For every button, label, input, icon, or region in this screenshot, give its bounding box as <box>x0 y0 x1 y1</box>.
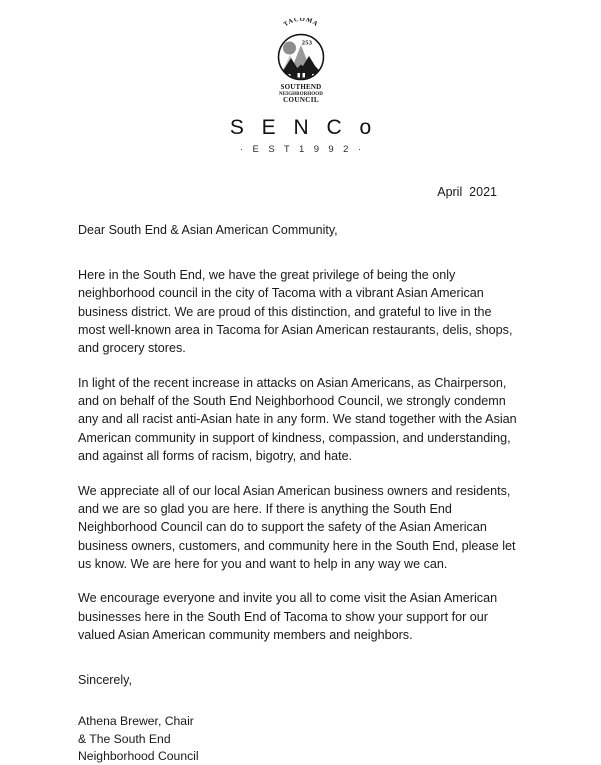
signature-org-line1: & The South End <box>78 731 171 746</box>
established-line: · E S T 1 9 9 2 · <box>239 144 365 156</box>
svg-text:TACOMA: TACOMA <box>281 18 319 29</box>
body-paragraph: We appreciate all of our local Asian American business owners and residents, and we are so glad you are here. If there is anything the South End Neighborhood Council can do to support the safety of the Asian American business owners, customers, and community here in the South End, please let us know. We are here for you and want to help in any way we can. <box>78 483 516 572</box>
senco-logo-icon <box>261 18 341 110</box>
logo-ring-line1: SOUTHEND <box>280 83 321 91</box>
closing-line: Sincerely, <box>78 672 132 687</box>
body-paragraph: In light of the recent increase in attacks on Asian Americans, as Chairperson, and on behalf of the South End Neighborhood Council, we strongly condemn any and all racist anti-Asian hate in any form. We stand together with the Asian American community in support of kindness, compassion, and understanding, and against all forms of racism, bigotry, and hate. <box>78 375 517 464</box>
letter-body <box>0 221 601 765</box>
body-paragraph: We encourage everyone and invite you all to come visit the Asian American businesses here in the South End of Tacoma to show your support for our valued Asian American community members and neighbors. <box>78 591 498 643</box>
signature-name: Athena Brewer, Chair <box>78 714 194 729</box>
logo-ring-line2: NEIGHBORHOOD <box>278 92 323 97</box>
salutation: Dear South End & Asian American Community, <box>78 223 338 238</box>
organization-wordmark: S E N C o <box>229 116 378 139</box>
signature-org-line2: Neighborhood Council <box>78 749 199 763</box>
logo-ring-line3: COUNCIL <box>282 96 319 104</box>
svg-text:253: 253 <box>301 39 312 47</box>
letter-date: April 2021 <box>437 185 497 200</box>
body-paragraph: Here in the South End, we have the great privilege of being the only neighborhood council in the city of Tacoma with a vibrant Asian American business district. We are proud of this distinction, and grateful to live in the most well-known area in Tacoma for Asian American restaurants, delis, shops, and grocery stores. <box>78 267 513 356</box>
letterhead <box>0 0 601 155</box>
signature-block <box>78 713 521 765</box>
